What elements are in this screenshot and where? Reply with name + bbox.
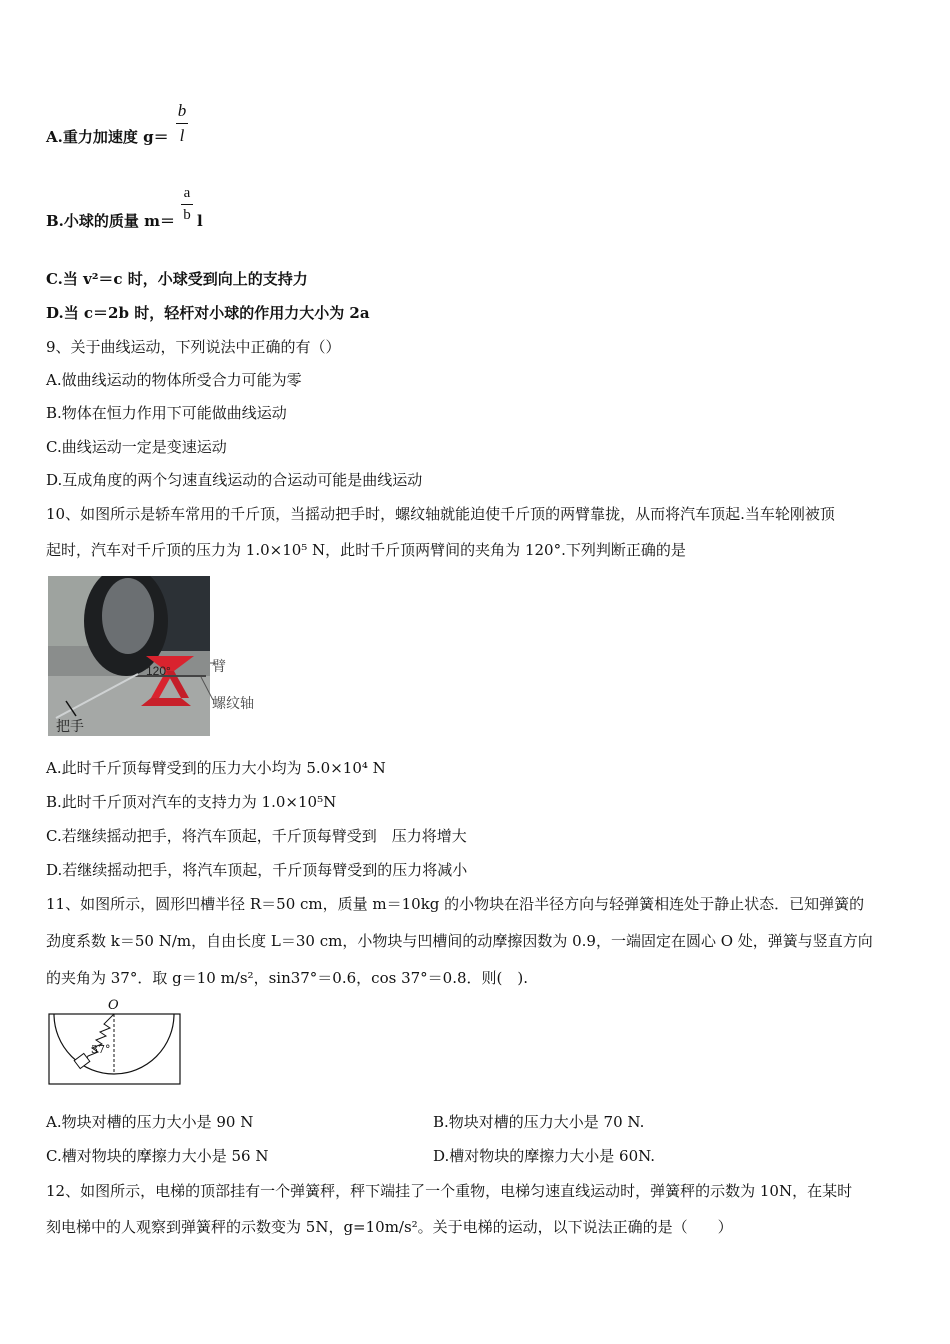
- arm-label: 臂: [212, 659, 226, 675]
- fraction-numerator: a: [183, 185, 191, 201]
- fraction-numerator: b: [177, 101, 187, 120]
- q10-option-a: A.此时千斤顶每臂受到的压力大小均为 5.0×10⁴ N: [46, 759, 386, 777]
- q8-option-d: D.当 c＝2b 时，轻杆对小球的作用力大小为 2a: [46, 304, 370, 322]
- q11-option-d: D.槽对物块的摩擦力大小是 60N.: [433, 1147, 656, 1165]
- small-block: [74, 1053, 90, 1068]
- q10-jack-figure: [46, 576, 266, 738]
- fraction-bar: [176, 123, 188, 124]
- center-o-label: O: [108, 998, 119, 1013]
- angle-37-label: 37°: [91, 1043, 111, 1056]
- fraction-bar: [181, 204, 193, 205]
- q8-b-tail: l: [197, 212, 203, 230]
- handle-label: 把手: [56, 719, 84, 735]
- q8-a-fraction: [176, 101, 188, 146]
- q10-stem-line1: 10、如图所示是轿车常用的千斤顶，当摇动把手时，螺纹轴就能迫使千斤顶的两臂靠拢，从而将汽车顶起.当车轮刚被顶: [46, 505, 835, 523]
- q10-stem-line2: 起时，汽车对千斤顶的压力为 1.0×10⁵ N，此时千斤顶两臂间的夹角为 120°.下列判断正确的是: [46, 541, 686, 559]
- q11-stem-line1: 11、如图所示，圆形凹槽半径 R＝50 cm，质量 m＝10kg 的小物块在沿半径方向与轻弹簧相连处于静止状态．已知弹簧的: [46, 895, 865, 913]
- q9-option-d: D.互成角度的两个匀速直线运动的合运动可能是曲线运动: [46, 471, 423, 489]
- q9-stem: 9、关于曲线运动，下列说法中正确的有（）: [46, 338, 341, 356]
- q12-stem-line2: 刻电梯中的人观察到弹簧秤的示数变为 5N，g=10m/s²。关于电梯的运动，以下说法正确的是（ ）: [46, 1218, 733, 1236]
- q9-option-b: B.物体在恒力作用下可能做曲线运动: [46, 404, 287, 422]
- q11-stem-line2: 劲度系数 k＝50 N/m，自由长度 L＝30 cm，小物块与凹槽间的动摩擦因数为 0.9，一端固定在圆心 O 处，弹簧与竖直方向: [46, 932, 873, 950]
- q10-option-d: D.若继续摇动把手，将汽车顶起，千斤顶每臂受到的压力将减小: [46, 861, 468, 879]
- screw-label: 螺纹轴: [212, 696, 254, 712]
- q11-option-b: B.物块对槽的压力大小是 70 N.: [433, 1113, 645, 1131]
- q8-b-fraction: [181, 185, 193, 224]
- q9-option-c: C.曲线运动一定是变速运动: [46, 438, 227, 456]
- car-wheel-rim: [102, 578, 154, 654]
- q10-option-c: C.若继续摇动把手，将汽车顶起，千斤顶每臂受到 压力将增大: [46, 827, 467, 845]
- fraction-denominator: l: [179, 126, 185, 145]
- q8-option-b: B.小球的质量 m＝: [46, 212, 175, 230]
- q11-stem-line3: 的夹角为 37°．取 g＝10 m/s²，sin37°＝0.6，cos 37°＝0.8．则( ).: [46, 969, 528, 987]
- q11-option-a: A.物块对槽的压力大小是 90 N: [46, 1113, 254, 1131]
- q11-groove-figure: [46, 998, 186, 1090]
- angle-label: 120°: [146, 664, 171, 678]
- q8-option-a: A.重力加速度 g＝: [46, 128, 169, 146]
- q8-option-c: C.当 v²＝c 时，小球受到向上的支持力: [46, 270, 308, 288]
- fraction-denominator: b: [183, 207, 191, 223]
- q10-option-b: B.此时千斤顶对汽车的支持力为 1.0×10⁵N: [46, 793, 337, 811]
- q11-option-c: C.槽对物块的摩擦力大小是 56 N: [46, 1147, 269, 1165]
- jack-photo: [46, 576, 266, 738]
- q9-option-a: A.做曲线运动的物体所受合力可能为零: [46, 371, 302, 389]
- q12-stem-line1: 12、如图所示，电梯的顶部挂有一个弹簧秤，秤下端挂了一个重物，电梯匀速直线运动时，弹簧秤的示数为 10N，在某时: [46, 1182, 853, 1200]
